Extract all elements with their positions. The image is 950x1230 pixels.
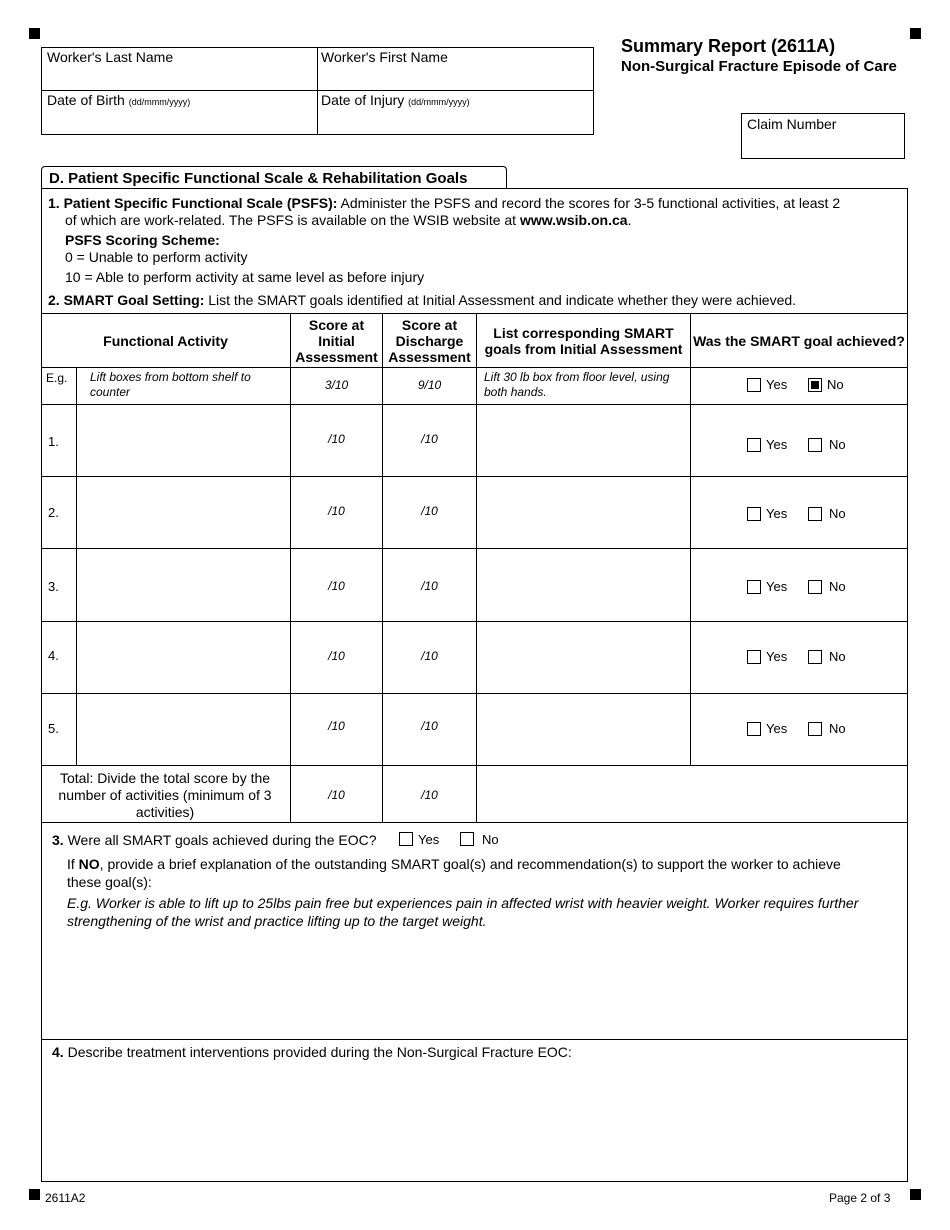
q3-yes-label: Yes <box>418 832 440 847</box>
table-row <box>41 549 908 621</box>
header-smart-goals: List corresponding SMART goals from Initial Assessment <box>484 324 683 357</box>
total-label: Total: Divide the total score by the number of activities (minimum of 3 activities) <box>58 770 272 820</box>
date-of-injury-field[interactable]: Date of Injury (dd/mmm/yyyy) <box>321 92 470 108</box>
table-row <box>41 694 908 765</box>
example-initial: 3/10 <box>324 378 349 392</box>
wsib-link[interactable]: www.wsib.on.ca <box>519 212 628 228</box>
example-goal: Lift 30 lb box from floor level, using both hands. <box>484 370 670 399</box>
q3-no-checkbox[interactable] <box>460 832 474 846</box>
section-title: D. Patient Specific Functional Scale & Rehabilitation Goals <box>41 166 507 189</box>
worker-first-name-field[interactable]: Worker's First Name <box>321 49 448 65</box>
example-row <box>41 368 908 404</box>
example-num: E.g. <box>46 371 68 385</box>
example-activity: Lift boxes from bottom shelf to counter <box>90 370 251 399</box>
q3-if-no-instruction: If NO, provide a brief explanation of the outstanding SMART goal(s) and recommendation(s) to support the worker to achieve these goal(s): <box>67 856 841 890</box>
discharge-score-input[interactable]: /10 <box>421 649 438 663</box>
no-label: No <box>829 721 846 736</box>
smart-goal-input[interactable] <box>477 405 690 476</box>
table-row <box>41 405 908 476</box>
header-goal-achieved: Was the SMART goal achieved? <box>693 332 905 349</box>
activity-input[interactable] <box>77 622 290 693</box>
question-4: 4. Describe treatment interventions provided during the Non-Surgical Fracture EOC: <box>52 1044 572 1060</box>
activity-input[interactable] <box>77 477 290 548</box>
yes-label: Yes <box>766 437 788 452</box>
activity-input[interactable] <box>77 405 290 476</box>
row-number: 4. <box>48 648 59 663</box>
row-number: 3. <box>48 579 59 594</box>
discharge-score-input[interactable]: /10 <box>421 432 438 446</box>
total-discharge-score[interactable]: /10 <box>421 788 438 802</box>
scoring-scheme-10: 10 = Able to perform activity at same level as before injury <box>65 269 425 285</box>
registration-mark-bottom-left <box>29 1189 40 1200</box>
activity-input[interactable] <box>77 694 290 765</box>
initial-score-input[interactable]: /10 <box>328 432 345 446</box>
yes-checkbox[interactable] <box>747 722 761 736</box>
yes-label: Yes <box>766 506 788 521</box>
total-initial-score[interactable]: /10 <box>328 788 345 802</box>
q3-no-label: No <box>482 832 499 847</box>
date-of-birth-field[interactable]: Date of Birth (dd/mmm/yyyy) <box>47 92 191 108</box>
initial-score-input[interactable]: /10 <box>328 579 345 593</box>
worker-last-name-field[interactable]: Worker's Last Name <box>47 49 174 65</box>
header-score-initial: Score at Initial Assessment <box>295 316 378 365</box>
instruction-1: 1. Patient Specific Functional Scale (PSFS): Administer the PSFS and record the scores for 3-5 functional activities, at least 2 <box>48 195 841 211</box>
yes-label: Yes <box>766 649 788 664</box>
question-3: 3. Were all SMART goals achieved during the EOC? <box>52 832 377 848</box>
no-label: No <box>829 437 846 452</box>
row-number: 2. <box>48 505 59 520</box>
report-subtitle: Non-Surgical Fracture Episode of Care <box>621 58 897 75</box>
yes-label: Yes <box>766 579 788 594</box>
initial-score-input[interactable]: /10 <box>328 719 345 733</box>
page-number: Page 2 of 3 <box>829 1191 891 1205</box>
example-no-checkbox[interactable] <box>808 378 822 392</box>
header-functional-activity: Functional Activity <box>103 332 228 349</box>
smart-goal-input[interactable] <box>477 694 690 765</box>
yes-checkbox[interactable] <box>747 580 761 594</box>
discharge-score-input[interactable]: /10 <box>421 579 438 593</box>
q4-interventions-input[interactable] <box>42 1064 907 1180</box>
example-no-label: No <box>827 377 844 392</box>
yes-checkbox[interactable] <box>747 507 761 521</box>
no-checkbox[interactable] <box>808 722 822 736</box>
claim-number-field[interactable] <box>741 113 905 159</box>
scoring-scheme-title: PSFS Scoring Scheme: <box>65 232 220 248</box>
row-number: 1. <box>48 434 59 449</box>
discharge-score-input[interactable]: /10 <box>421 719 438 733</box>
no-checkbox[interactable] <box>808 507 822 521</box>
yes-checkbox[interactable] <box>747 438 761 452</box>
registration-mark-bottom-right <box>910 1189 921 1200</box>
instruction-1-cont: of which are work-related. The PSFS is available on the WSIB website at www.wsib.on.ca. <box>65 212 632 228</box>
example-yes-checkbox[interactable] <box>747 378 761 392</box>
registration-mark-top-right <box>910 28 921 39</box>
yes-label: Yes <box>766 721 788 736</box>
activity-input[interactable] <box>77 549 290 621</box>
registration-mark-top-left <box>29 28 40 39</box>
example-discharge: 9/10 <box>417 378 442 392</box>
report-title: Summary Report (2611A) <box>621 36 836 56</box>
no-checkbox[interactable] <box>808 580 822 594</box>
scoring-scheme-0: 0 = Unable to perform activity <box>65 249 248 265</box>
q3-yes-checkbox[interactable] <box>399 832 413 846</box>
smart-goal-input[interactable] <box>477 622 690 693</box>
no-label: No <box>829 649 846 664</box>
form-code: 2611A2 <box>45 1191 86 1205</box>
initial-score-input[interactable]: /10 <box>328 649 345 663</box>
no-label: No <box>829 506 846 521</box>
yes-checkbox[interactable] <box>747 650 761 664</box>
table-row <box>41 477 908 548</box>
smart-goal-input[interactable] <box>477 477 690 548</box>
table-row <box>41 622 908 693</box>
q3-example-text: E.g. Worker is able to lift up to 25lbs pain free but experiences pain in affected wrist with heavier weight. Worker requires further strengthening of the wrist and practice lifting up to the target weight. <box>67 895 859 929</box>
no-checkbox[interactable] <box>808 650 822 664</box>
discharge-score-input[interactable]: /10 <box>421 504 438 518</box>
example-yes-label: Yes <box>766 377 788 392</box>
no-checkbox[interactable] <box>808 438 822 452</box>
q3-explanation-input[interactable] <box>42 930 907 1038</box>
claim-number-label: Claim Number <box>747 116 837 132</box>
header-score-discharge: Score at Discharge Assessment <box>388 316 471 365</box>
initial-score-input[interactable]: /10 <box>328 504 345 518</box>
row-number: 5. <box>48 721 59 736</box>
instruction-2: 2. SMART Goal Setting: List the SMART goals identified at Initial Assessment and indicate whether they were achieved. <box>48 292 797 308</box>
smart-goal-input[interactable] <box>477 549 690 621</box>
no-label: No <box>829 579 846 594</box>
